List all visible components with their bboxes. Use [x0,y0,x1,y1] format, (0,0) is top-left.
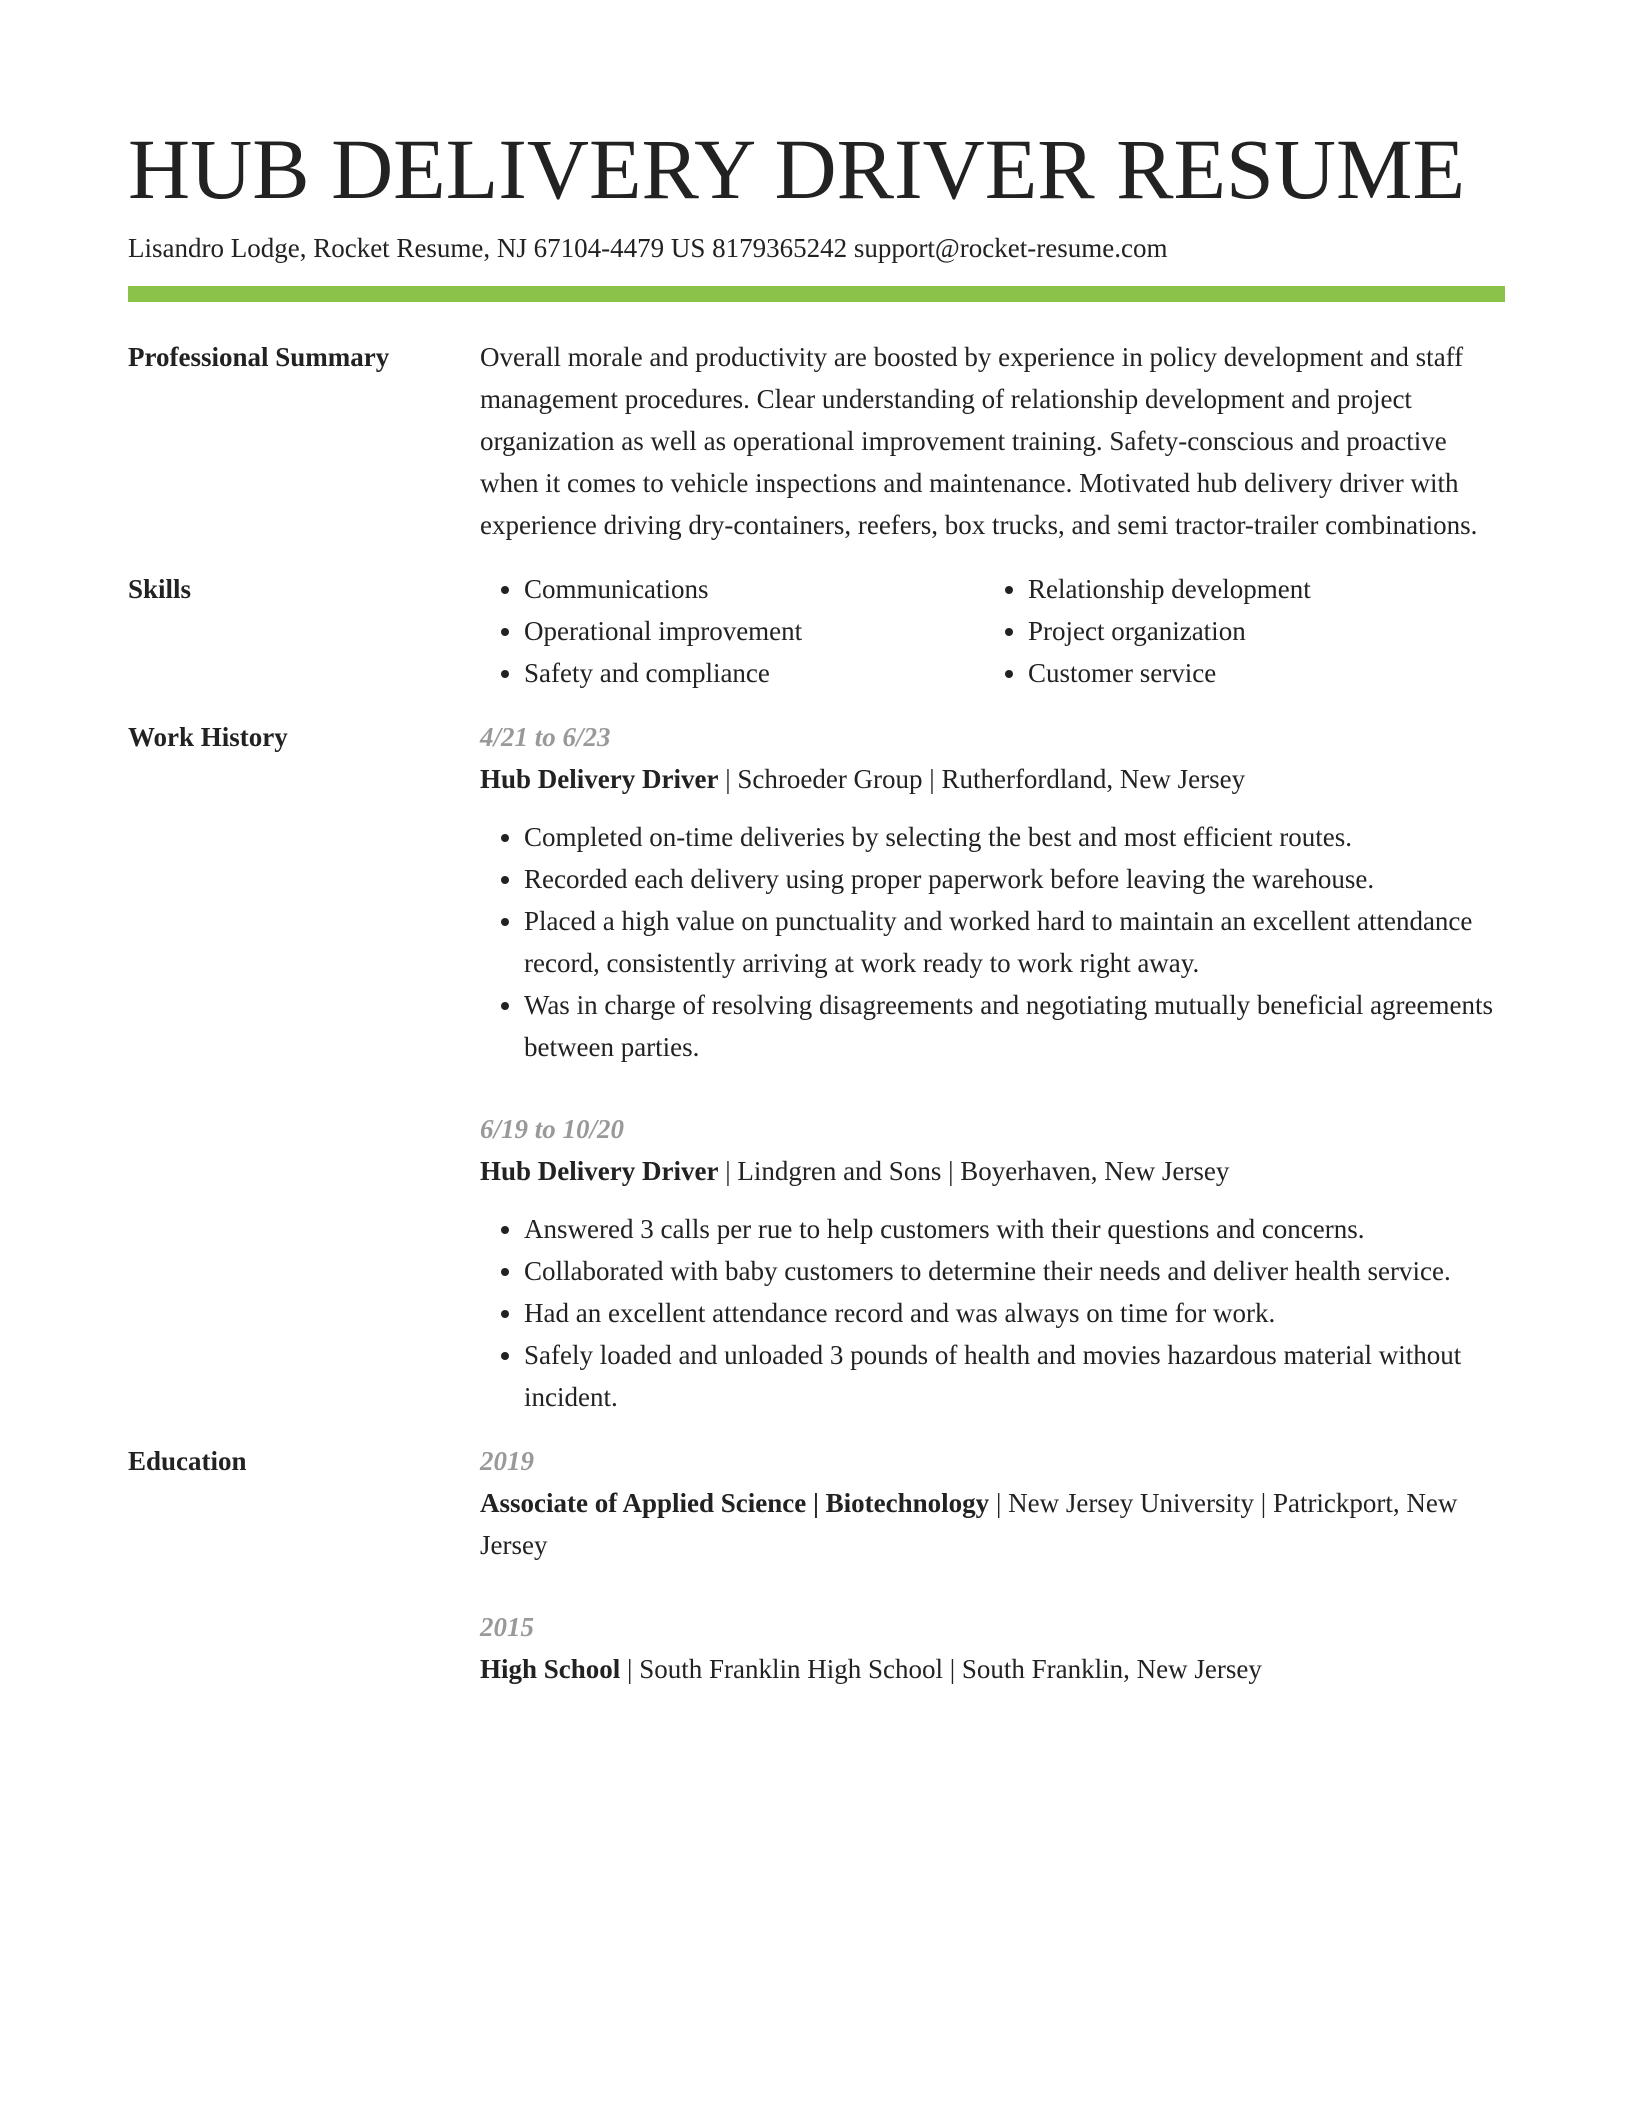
education-date: 2015 [480,1612,534,1642]
job-title: Hub Delivery Driver [480,764,719,794]
education-section [128,1440,1505,1690]
work-history-section [128,716,1505,1418]
education-heading [480,1482,1505,1566]
job-details: | Lindgren and Sons | Boyerhaven, New Jersey [718,1156,1230,1186]
job-heading [480,1150,1505,1192]
resume-title: HUB DELIVERY DRIVER RESUME [128,121,1465,217]
resume-page [128,118,1505,1690]
skill-item: • Operational improvement [524,610,984,652]
job-date: 6/19 to 10/20 [480,1114,625,1144]
job-heading [480,758,1505,800]
skills-section [128,568,1505,694]
skills-label: Skills [128,574,192,604]
job-bullet: • Placed a high value on punctuality and worked hard to maintain an excellent attendance record, consistently arriving at work ready to work right away. [524,900,1505,984]
education-details: | South Franklin High School | South Franklin, New Jersey [620,1654,1262,1684]
education-entry [480,1440,1505,1566]
job-bullet: • Safely loaded and unloaded 3 pounds of health and movies hazardous material without incident. [524,1334,1505,1418]
job-bullets [480,1208,1505,1418]
education-label: Education [128,1446,247,1476]
skill-item: • Communications [524,568,984,610]
job-bullet: • Answered 3 calls per rue to help customers with their questions and concerns. [524,1208,1505,1250]
education-details: | New Jersey University | Patrickport, New Jersey [480,1488,1458,1560]
job-entry [480,1108,1505,1418]
job-bullets [480,816,1505,1068]
accent-divider [128,286,1505,302]
skill-item: • Relationship development [1028,568,1488,610]
education-entry [480,1606,1505,1690]
job-title: Hub Delivery Driver [480,1156,719,1186]
job-bullet: • Collaborated with baby customers to determine their needs and deliver health service. [524,1250,1505,1292]
job-date: 4/21 to 6/23 [480,722,611,752]
summary-section [128,336,1505,546]
skills-grid [480,568,1505,694]
job-bullet: • Was in charge of resolving disagreements and negotiating mutually beneficial agreements between parties. [524,984,1505,1068]
skill-item: • Customer service [1028,652,1488,694]
work-history-label: Work History [128,722,288,752]
job-entry [480,716,1505,1068]
skill-item: • Project organization [1028,610,1488,652]
education-date: 2019 [480,1446,534,1476]
job-bullet: • Recorded each delivery using proper paperwork before leaving the warehouse. [524,858,1505,900]
education-degree: Associate of Applied Science | Biotechnology [480,1488,990,1518]
summary-label: Professional Summary [128,342,390,372]
skill-item: • Safety and compliance [524,652,984,694]
job-bullet: • Had an excellent attendance record and was always on time for work. [524,1292,1505,1334]
job-bullet: • Completed on-time deliveries by selecting the best and most efficient routes. [524,816,1505,858]
job-details: | Schroeder Group | Rutherfordland, New Jersey [718,764,1246,794]
education-degree: High School [480,1654,621,1684]
skills-column-left [480,568,984,694]
skills-column-right [984,568,1488,694]
education-heading [480,1648,1505,1690]
summary-text: Overall morale and productivity are boosted by experience in policy development and staff management procedures. Clear understanding of relationship development and project organization as well as operational improvement training. Safety-conscious and proactive when it comes to vehicle inspections and maintenance. Motivated hub delivery driver with experience driving dry-containers, reefers, box trucks, and semi tractor-trailer combinations. [480,342,1478,540]
contact-line: Lisandro Lodge, Rocket Resume, NJ 67104-4479 US 8179365242 support@rocket-resume.com [128,233,1168,263]
